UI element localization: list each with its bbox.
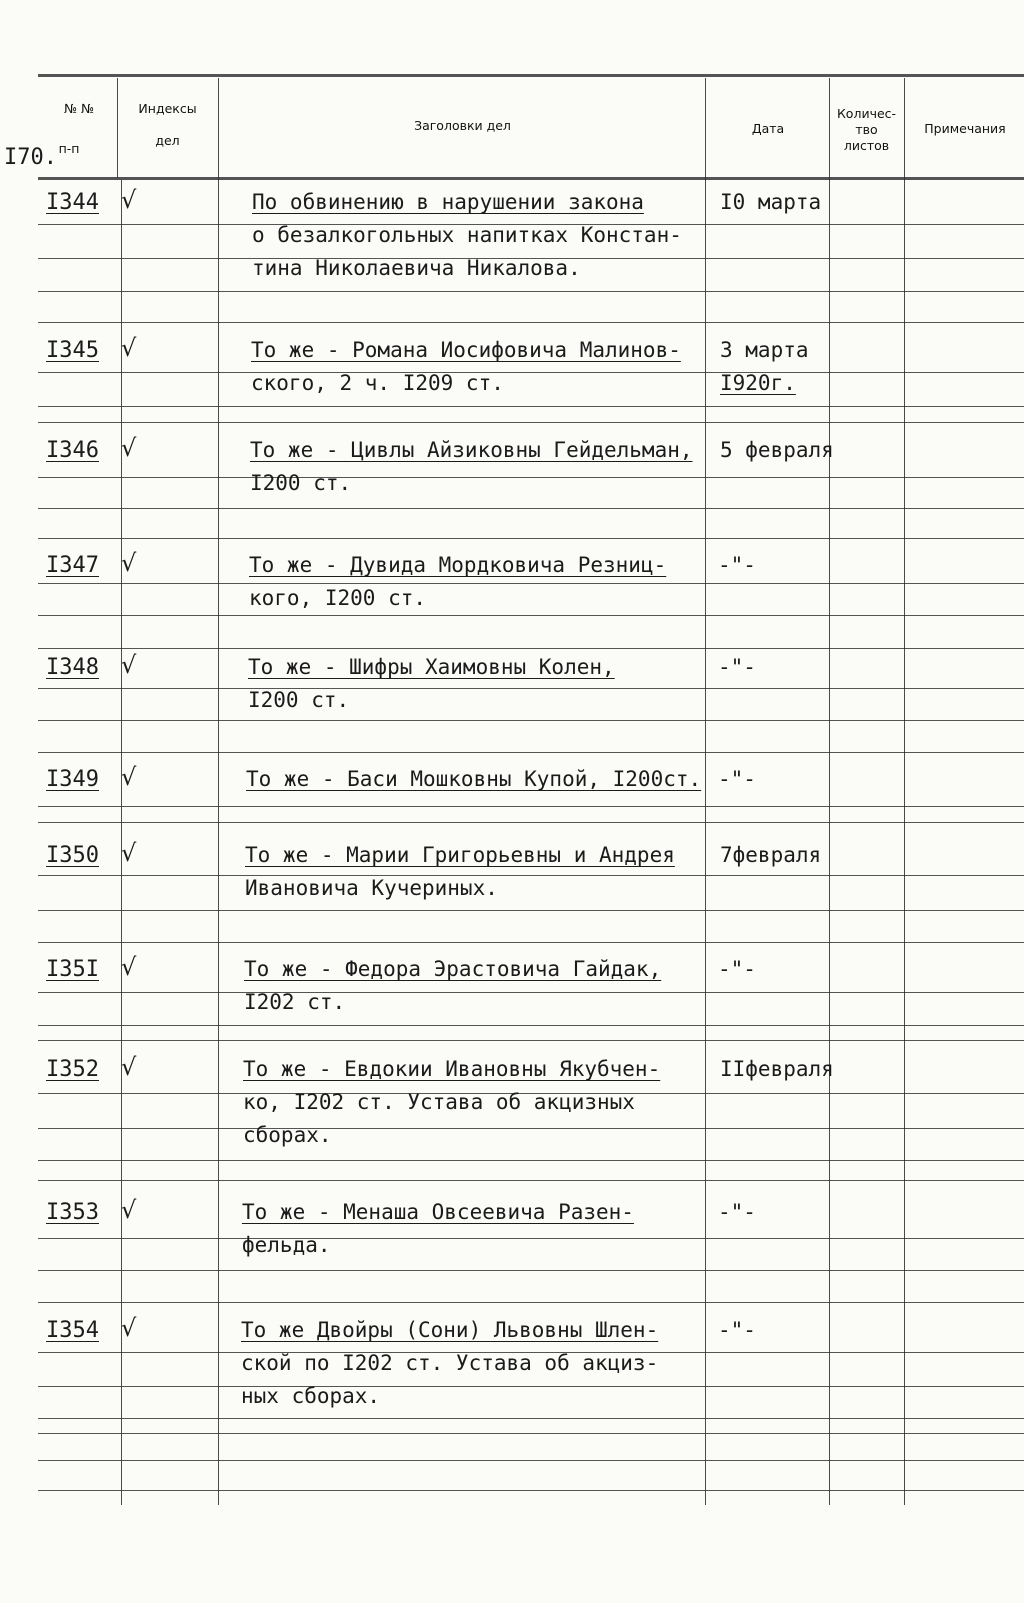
entry-title-line: То же - Марии Григорьевны и Андрея: [245, 843, 675, 867]
entry-number: I354: [46, 1318, 99, 1343]
ruled-line: [38, 1180, 1024, 1181]
checkmark-icon: √: [121, 1053, 137, 1081]
entry-title-line: I200 ст.: [250, 471, 352, 495]
ruled-line: [38, 372, 1024, 373]
header-title: Заголовки дел: [414, 118, 511, 133]
entry-date: -"-: [718, 1318, 756, 1342]
entry-date: -"-: [718, 553, 756, 577]
checkmark-icon: √: [121, 839, 137, 867]
checkmark-icon: √: [121, 186, 137, 214]
checkmark-icon: √: [121, 1314, 137, 1342]
ruled-line: [38, 1418, 1024, 1419]
entry-title-line: По обвинению в нарушении закона: [252, 190, 644, 214]
entry-number: I344: [46, 190, 99, 215]
ruled-line: [38, 1490, 1024, 1491]
ruled-line: [38, 1025, 1024, 1026]
entry-title-line: То же Двойры (Сони) Львовны Шлен-: [241, 1318, 659, 1342]
checkmark-icon: √: [121, 334, 137, 362]
entry-date: -"-: [718, 767, 756, 791]
entry-date: 5 февраля: [720, 438, 834, 462]
ruled-line: [38, 1128, 1024, 1129]
ruled-line: [38, 688, 1024, 689]
checkmark-icon: √: [121, 953, 137, 981]
entry-title-line: То же - Шифры Хаимовны Колен,: [248, 655, 615, 679]
entry-number: I349: [46, 767, 99, 792]
entry-title-line: фельда.: [242, 1233, 331, 1257]
ruled-line: [38, 1040, 1024, 1041]
entry-number: I345: [46, 338, 99, 363]
ruled-line: [38, 648, 1024, 649]
header-number: № №: [64, 101, 94, 116]
ruled-line: [38, 806, 1024, 807]
ruled-line: [38, 942, 1024, 943]
entry-title-line: ской по I202 ст. Устава об акциз-: [241, 1351, 659, 1375]
ruled-line: [38, 291, 1024, 292]
ruled-line: [38, 1270, 1024, 1271]
ruled-line: [38, 752, 1024, 753]
entry-title-line: ко, I202 ст. Устава об акцизных: [243, 1090, 635, 1114]
entry-title-line: То же - Романа Иосифовича Малинов-: [251, 338, 681, 362]
ruled-line: [38, 1386, 1024, 1387]
entry-title-line: тина Николаевича Никалова.: [252, 256, 581, 280]
ruled-line: [38, 720, 1024, 721]
ruled-line: [38, 406, 1024, 407]
header-notes: Примечания: [924, 121, 1006, 136]
entry-title-line: ных сборах.: [241, 1384, 381, 1408]
entry-title-line: I202 ст.: [244, 990, 346, 1014]
entry-number: I347: [46, 553, 99, 578]
entry-number: I35I: [46, 957, 99, 982]
entry-title-line: I200 ст.: [248, 688, 350, 712]
entry-number: I346: [46, 438, 99, 463]
entry-title-line: То же - Менаша Овсеевича Разен-: [242, 1200, 634, 1224]
entry-title-line: То же - Евдокии Ивановны Якубчен-: [243, 1057, 661, 1081]
header-number-sub: п-п: [58, 141, 80, 156]
entry-date: IIфевраля: [720, 1057, 834, 1081]
checkmark-icon: √: [121, 549, 137, 577]
header-sheets: Количес- тво листов: [836, 106, 897, 153]
entry-date: -"-: [718, 1200, 756, 1224]
ruled-line: [38, 1460, 1024, 1461]
ruled-line: [38, 910, 1024, 911]
entry-number: I352: [46, 1057, 99, 1082]
ruled-line: [38, 615, 1024, 616]
entry-date: 7февраля: [720, 843, 822, 867]
ruled-line: [38, 1238, 1024, 1239]
entry-date: -"-: [718, 957, 756, 981]
entry-date: I0 марта: [720, 190, 822, 214]
header-date: Дата: [751, 121, 785, 136]
ruled-line: [38, 422, 1024, 423]
entry-date: 3 марта: [720, 338, 809, 362]
header-index: Индексы: [138, 101, 197, 116]
entry-title-line: То же - Дувида Мордковича Резниц-: [249, 553, 667, 577]
checkmark-icon: √: [121, 1196, 137, 1224]
entry-title-line: То же - Баси Мошковны Купой, I200ст.: [246, 767, 702, 791]
checkmark-icon: √: [121, 434, 137, 462]
entry-date: -"-: [718, 655, 756, 679]
ruled-line: [38, 1433, 1024, 1434]
ruled-line: [38, 1302, 1024, 1303]
ruled-line: [38, 992, 1024, 993]
entry-number: I350: [46, 843, 99, 868]
header-index-sub: дел: [155, 133, 180, 148]
entry-title-line: о безалкогольных напитках Констан-: [252, 223, 682, 247]
entry-number: I353: [46, 1200, 99, 1225]
entry-title-line: ского, 2 ч. I209 ст.: [251, 371, 504, 395]
ruled-line: [38, 538, 1024, 539]
entry-title-line: Ивановича Кучериных.: [245, 876, 498, 900]
ruled-line: [38, 322, 1024, 323]
page-number: I70.: [4, 145, 57, 170]
ruled-line: [38, 822, 1024, 823]
entry-title-line: сборах.: [243, 1123, 332, 1147]
ruled-line: [38, 583, 1024, 584]
entry-title-line: То же - Цивлы Айзиковны Гейдельман,: [250, 438, 693, 462]
entry-title-line: кого, I200 ст.: [249, 586, 427, 610]
ruled-line: [38, 875, 1024, 876]
entry-title-line: То же - Федора Эрастовича Гайдак,: [244, 957, 662, 981]
entry-date: I920г.: [720, 371, 796, 395]
entry-number: I348: [46, 655, 99, 680]
ruled-line: [38, 1160, 1024, 1161]
ruled-line: [38, 477, 1024, 478]
ruled-line: [38, 508, 1024, 509]
checkmark-icon: √: [121, 763, 137, 791]
checkmark-icon: √: [121, 651, 137, 679]
